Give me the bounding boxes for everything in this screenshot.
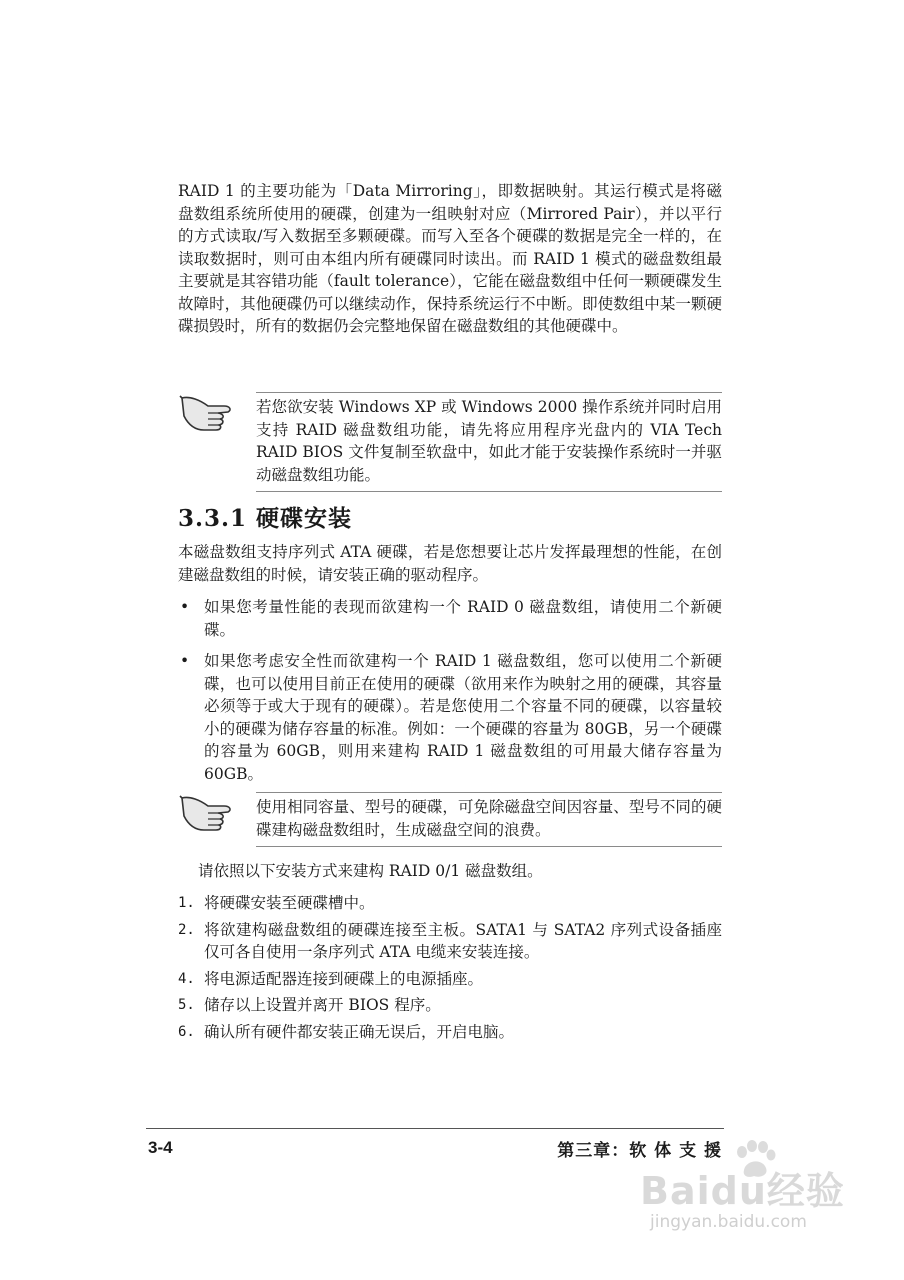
- step-text: 储存以上设置并离开 BIOS 程序。: [204, 996, 441, 1014]
- note-1-box: [256, 392, 722, 492]
- footer-page-number: 3-4: [148, 1138, 173, 1157]
- section-heading: 3.3.1 硬碟安装: [178, 505, 353, 532]
- bullet-list: [178, 596, 722, 785]
- step-text: 确认所有硬件都安装正确无误后，开启电脑。: [204, 1022, 515, 1041]
- note-2-text: 使用相同容量、型号的硬碟，可免除磁盘空间因容量、型号不同的硬碟建构磁盘数组时，生成磁盘空间的浪费。: [256, 798, 722, 839]
- bullet-text: 如果您考量性能的表现而欲建构一个 RAID 0 磁盘数组，请使用二个新硬碟。: [204, 598, 722, 639]
- footer-chapter-title: 第三章：软 体 支 援: [557, 1141, 722, 1161]
- list-item: [178, 919, 722, 964]
- list-item: [178, 994, 722, 1017]
- note-2: [178, 792, 722, 844]
- note-1-text: 若您欲安装 Windows XP 或 Windows 2000 操作系统并同时启用支持 RAID 磁盘数组功能，请先将应用程序光盘内的 VIA Tech RAID BIOS 文件复制至软盘中，如此才能于安装操作系统时一并驱动磁盘数组功能。: [256, 398, 722, 484]
- hand-pointing-icon: [178, 392, 236, 434]
- list-item: [178, 650, 722, 785]
- footer-rule: [146, 1128, 724, 1129]
- steps-intro: 请依照以下安装方式来建构 RAID 0/1 磁盘数组。: [198, 862, 543, 880]
- note-1: [178, 392, 722, 488]
- step-number: 5.: [178, 997, 195, 1013]
- step-number: 4.: [178, 970, 195, 987]
- steps-list: [178, 892, 722, 1047]
- bullet-dot: •: [180, 598, 190, 616]
- list-item: [178, 968, 722, 991]
- watermark-url: jingyan.baidu.com: [650, 1212, 807, 1232]
- list-item: [178, 596, 722, 641]
- intro-paragraph: RAID 1 的主要功能为「Data Mirroring」，即数据映射。其运行模式是将磁盘数组系统所使用的硬碟，创建为一组映射对应（Mirrored Pair），并以平行的方式读取/写入数据至多颗硬碟。而写入至各个硬碟的数据是完全一样的，在读取数据时，则可由本组内所有硬碟同时读出。而 RAID 1 模式的磁盘数组最主要就是其容错功能（fault tolerance），它能在磁盘数组中任何一颗硬碟发生故障时，其他硬碟仍可以继续动作，保持系统运行不中断。即使数组中某一颗硬碟损毁时，所有的数据仍会完整地保留在磁盘数组的其他硬碟中。: [178, 182, 722, 335]
- list-item: [178, 892, 722, 915]
- step-text: 将欲建构磁盘数组的硬碟连接至主板。SATA1 与 SATA2 序列式设备插座仅可各自使用一条序列式 ATA 电缆来安装连接。: [204, 920, 722, 961]
- step-text: 将电源适配器连接到硬碟上的电源插座。: [204, 969, 484, 988]
- step-number: 2.: [178, 921, 195, 938]
- step-number: 1.: [178, 895, 195, 911]
- hand-pointing-icon: [178, 792, 236, 834]
- list-item: [178, 1021, 722, 1044]
- baidu-watermark: [640, 1140, 880, 1240]
- step-number: 6.: [178, 1023, 195, 1040]
- bullet-text: 如果您考虑安全性而欲建构一个 RAID 1 磁盘数组，您可以使用二个新硬碟，也可以使用目前正在使用的硬碟（欲用来作为映射之用的硬碟，其容量必须等于或大于现有的硬碟）。若是您使用二个容量不同的硬碟，以容量较小的硬碟为储存容量的标准。例如：一个硬碟的容量为 80GB，另一个硬碟的容量为 60GB，则用来建构 RAID 1 磁盘数组的可用最大储存容量为 60GB。: [204, 652, 722, 783]
- note-2-box: [256, 792, 722, 847]
- section-intro: 本磁盘数组支持序列式 ATA 硬碟，若是您想要让芯片发挥最理想的性能，在创建磁盘数组的时候，请安装正确的驱动程序。: [178, 543, 722, 584]
- watermark-logo: Baidu经验: [640, 1169, 845, 1213]
- bullet-dot: •: [180, 652, 190, 670]
- step-text: 将硬碟安装至硬碟槽中。: [204, 894, 375, 912]
